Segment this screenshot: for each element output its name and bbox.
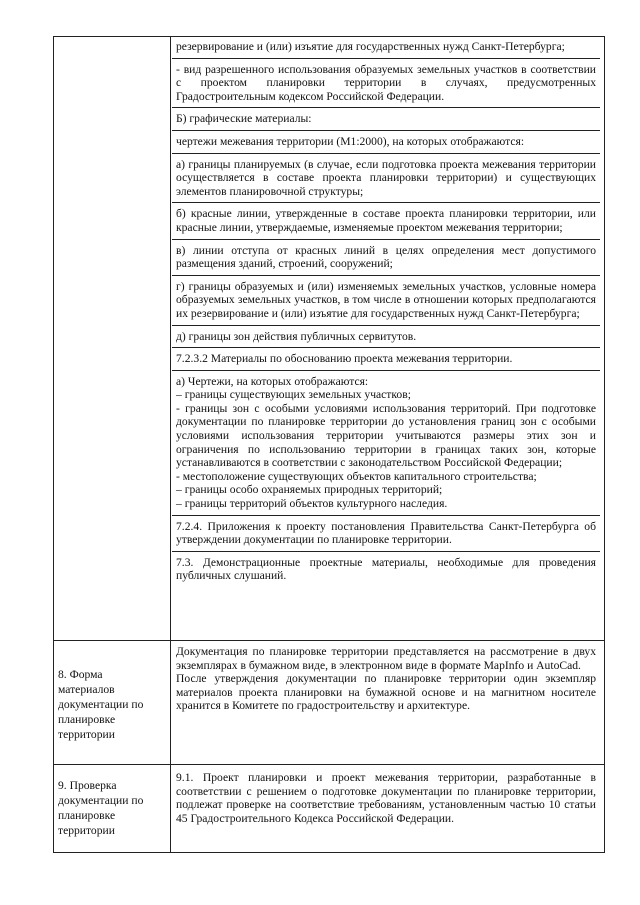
paragraph: чертежи межевания территории (М1:2000), на которых отображаются: xyxy=(176,134,525,148)
divider xyxy=(172,515,600,516)
divider xyxy=(172,347,600,348)
paragraph: - вид разрешенного использования образуемых земельных участков в соответствии с проектом планировки территории в случаях, предусмотренных Градостроительным кодексом Российской Федерации. xyxy=(176,62,596,103)
section-8-label: 8. Форма материалов документации по планировке территории xyxy=(58,668,144,741)
continuation-cell xyxy=(176,40,596,583)
paragraph: д) границы зон действия публичных сервитутов. xyxy=(176,329,417,343)
table-border-left xyxy=(53,36,54,853)
paragraph: 7.2.4. Приложения к проекту постановления Правительства Санкт-Петербурга об утверждении документации по планировке территории. xyxy=(176,519,596,547)
row-divider-9 xyxy=(53,764,605,765)
divider xyxy=(172,370,600,371)
section-8-text: Документация по планировке территории представляется на рассмотрение в двух экземплярах в бумажном виде, в электронном виде в формате MapInfo и AutoCad. После утверждения документации по планировке территории один экземпляр материалов проекта планировки на бумажной основе и на магнитном носителе хранится в Комитете по градостроительству и архитектуре. xyxy=(176,645,596,713)
section-9-cell xyxy=(176,771,596,825)
paragraph: г) границы образуемых и (или) изменяемых земельных участков, условные номера образуемых земельных участков, в том числе в отношении которых предполагаются их резервирование и (или) изъятие для государственных нужд Санкт-Петербурга; xyxy=(176,279,596,320)
section-9-label: 9. Проверка документации по планировке территории xyxy=(58,779,144,837)
section-8-cell xyxy=(176,645,596,713)
table-column-divider xyxy=(170,36,171,853)
table-border-top xyxy=(53,36,605,37)
divider xyxy=(172,551,600,552)
paragraph: 7.3. Демонстрационные проектные материалы, необходимые для проведения публичных слушаний. xyxy=(176,555,596,583)
row-divider-8 xyxy=(53,640,605,641)
paragraph: б) красные линии, утвержденные в составе проекта планировки территории, или красные линии, утверждаемые, изменяемые проектом межевания территории; xyxy=(176,207,596,234)
divider xyxy=(172,58,600,59)
divider xyxy=(172,107,600,108)
paragraph: Б) графические материалы: xyxy=(176,112,312,126)
paragraph: резервирование и (или) изъятие для государственных нужд Санкт-Петербурга; xyxy=(176,40,565,53)
paragraph: 7.2.3.2 Материалы по обоснованию проекта межевания территории. xyxy=(176,352,513,366)
divider xyxy=(172,239,600,240)
paragraph: а) Чертежи, на которых отображаются: – границы существующих земельных участков; - границы зон с особыми условиями использования территорий. При подготовке документации по планировке территории до установления границ зон с особыми условиями использования территории учитываются размеры этих зон и ограничения по использованию территории в границах таких зон, которые устанавливаются в соответствии с законодательством Российской Федерации; - местоположение существующих объектов капитального строительства; – границы особо охраняемых природных территорий; – границы территорий объектов культурного наследия. xyxy=(176,374,596,511)
divider xyxy=(172,153,600,154)
table-border-right xyxy=(604,36,605,853)
divider xyxy=(172,325,600,326)
section-9-text: 9.1. Проект планировки и проект межевания территории, разработанные в соответствии с решением о подготовке документации по планировке территории, подлежат проверке на соответствие требованиям, установленным частью 10 статьи 45 Градостроительного Кодекса Российской Федерации. xyxy=(176,771,596,825)
divider xyxy=(172,130,600,131)
paragraph: а) границы планируемых (в случае, если подготовка проекта межевания территории осуществляется в составе проекта планировки территории) и существующих элементов планировочной структуры; xyxy=(176,157,596,198)
paragraph: в) линии отступа от красных линий в целях определения мест допустимого размещения зданий, строений, сооружений; xyxy=(176,243,596,271)
divider xyxy=(172,275,600,276)
divider xyxy=(172,202,600,203)
table-border-bottom xyxy=(53,852,605,853)
